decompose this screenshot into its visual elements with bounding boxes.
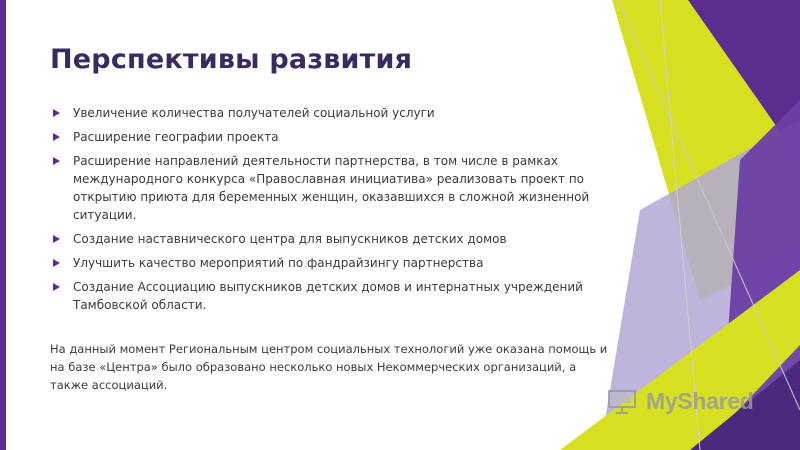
list-item [50, 128, 598, 146]
watermark-text: MyShared [646, 388, 754, 414]
bullet-text: Создание Ассоциацию выпускников детских домов и интернатных учреждений Тамбовской области. [73, 280, 583, 312]
triangle-arrow-icon [53, 109, 60, 117]
bullet-text: Увеличение количества получателей социальной услуги [73, 106, 435, 120]
bullet-list [50, 104, 598, 320]
triangle-arrow-icon [53, 235, 60, 243]
bullet-text: Улучшить качество мероприятий по фандрайзингу партнерства [73, 256, 484, 270]
triangle-arrow-icon [53, 133, 60, 141]
triangle-arrow-icon [53, 157, 60, 165]
list-item [50, 152, 598, 224]
triangle-arrow-icon [53, 259, 60, 267]
slide-title: Перспективы развития [50, 44, 413, 75]
watermark [606, 388, 754, 415]
list-item [50, 278, 598, 314]
list-item [50, 254, 598, 272]
bullet-text: Создание наставнического центра для выпускников детских домов [73, 232, 507, 246]
list-item [50, 104, 598, 122]
bullet-text: Расширение направлений деятельности партнерства, в том числе в рамках международного конкурса «Православная инициатива» реализовать проект по открытию приюта для беременных женщин, оказавшихся в сложной жизненной ситуации. [73, 154, 590, 222]
presentation-board-icon [606, 389, 640, 415]
summary-note: На данный момент Региональным центром социальных технологий уже оказана помощь и на базе «Центра» было образовано несколько новых Некоммерческих организаций, а также ассоциаций. [50, 342, 608, 392]
triangle-arrow-icon [53, 283, 60, 291]
bullet-text: Расширение географии проекта [73, 130, 279, 144]
list-item [50, 230, 598, 248]
